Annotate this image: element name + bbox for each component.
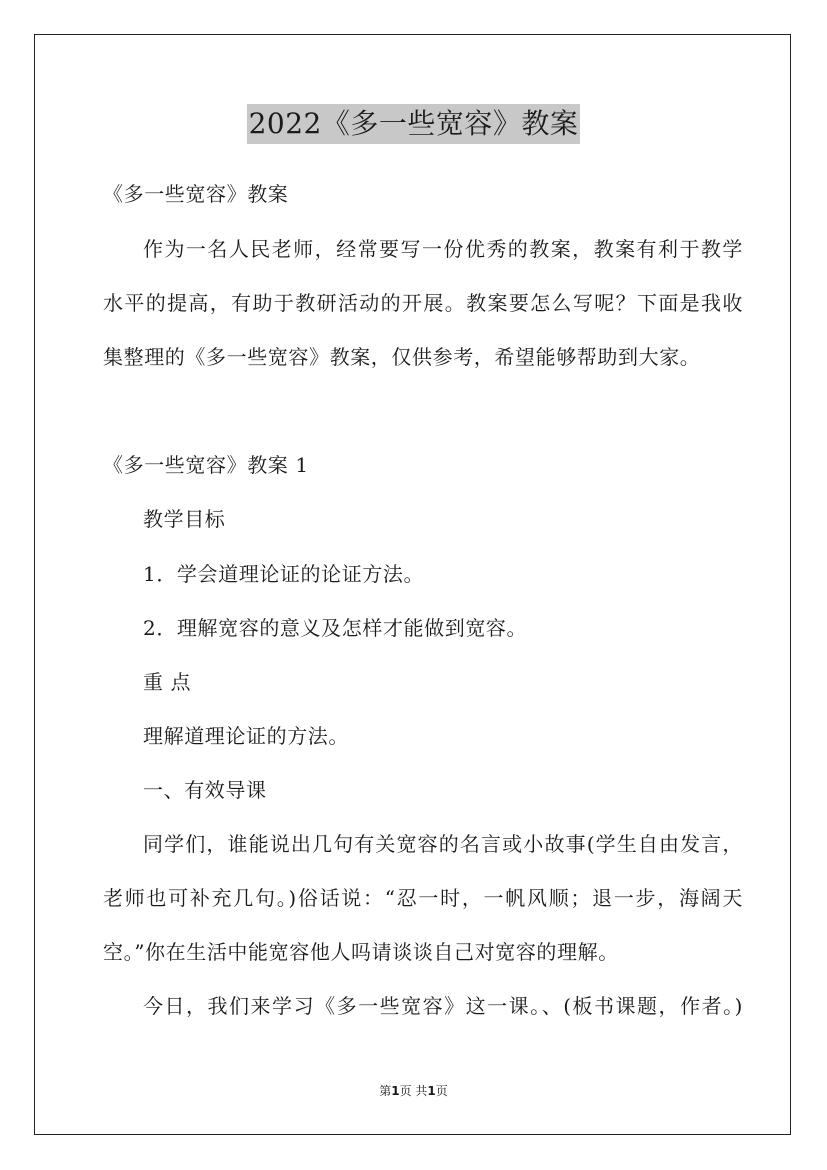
doc-line-section-heading: 《多一些宽容》教案 1 — [103, 453, 309, 477]
doc-line-para-3: 空。”你在生活中能宽容他人吗请谈谈自己对宽容的理解。 — [103, 940, 619, 964]
footer-prefix: 第 — [379, 1084, 392, 1098]
doc-line-heading: 《多一些宽容》教案 — [103, 182, 289, 206]
document-title: 2022《多一些宽容》教案 — [247, 104, 581, 144]
doc-line-goal-2: 2．理解宽容的意义及怎样才能做到宽容。 — [143, 616, 528, 640]
footer-page-number: 1 — [391, 1084, 400, 1098]
doc-line-goals: 教学目标 — [143, 507, 226, 531]
doc-line-para-1: 同学们，谁能说出几句有关宽容的名言或小故事(学生自由发言， — [143, 832, 743, 856]
doc-line-para-2: 老师也可补充几句。)俗话说：“忍一时，一帆风顺；退一步，海阔天 — [103, 886, 743, 910]
doc-line-key-detail: 理解道理论证的方法。 — [143, 724, 349, 748]
doc-line-key-points: 重 点 — [143, 670, 192, 694]
page-footer — [0, 1082, 827, 1100]
title-container — [0, 104, 827, 144]
footer-page-total: 1 — [427, 1084, 436, 1098]
footer-suffix: 页 — [435, 1084, 448, 1098]
doc-line-para-4: 今日，我们来学习《多一些宽容》这一课。、(板书课题，作者。) — [143, 994, 743, 1018]
footer-mid: 页 共 — [399, 1084, 428, 1098]
doc-line-intro-3: 集整理的《多一些宽容》教案，仅供参考，希望能够帮助到大家。 — [103, 345, 701, 369]
doc-line-intro-1: 作为一名人民老师，经常要写一份优秀的教案，教案有利于教学 — [143, 237, 743, 261]
doc-line-part-1: 一、有效导课 — [143, 778, 267, 802]
doc-line-intro-2: 水平的提高，有助于教研活动的开展。教案要怎么写呢？下面是我收 — [103, 291, 743, 315]
doc-line-goal-1: 1．学会道理论证的论证方法。 — [143, 562, 425, 586]
